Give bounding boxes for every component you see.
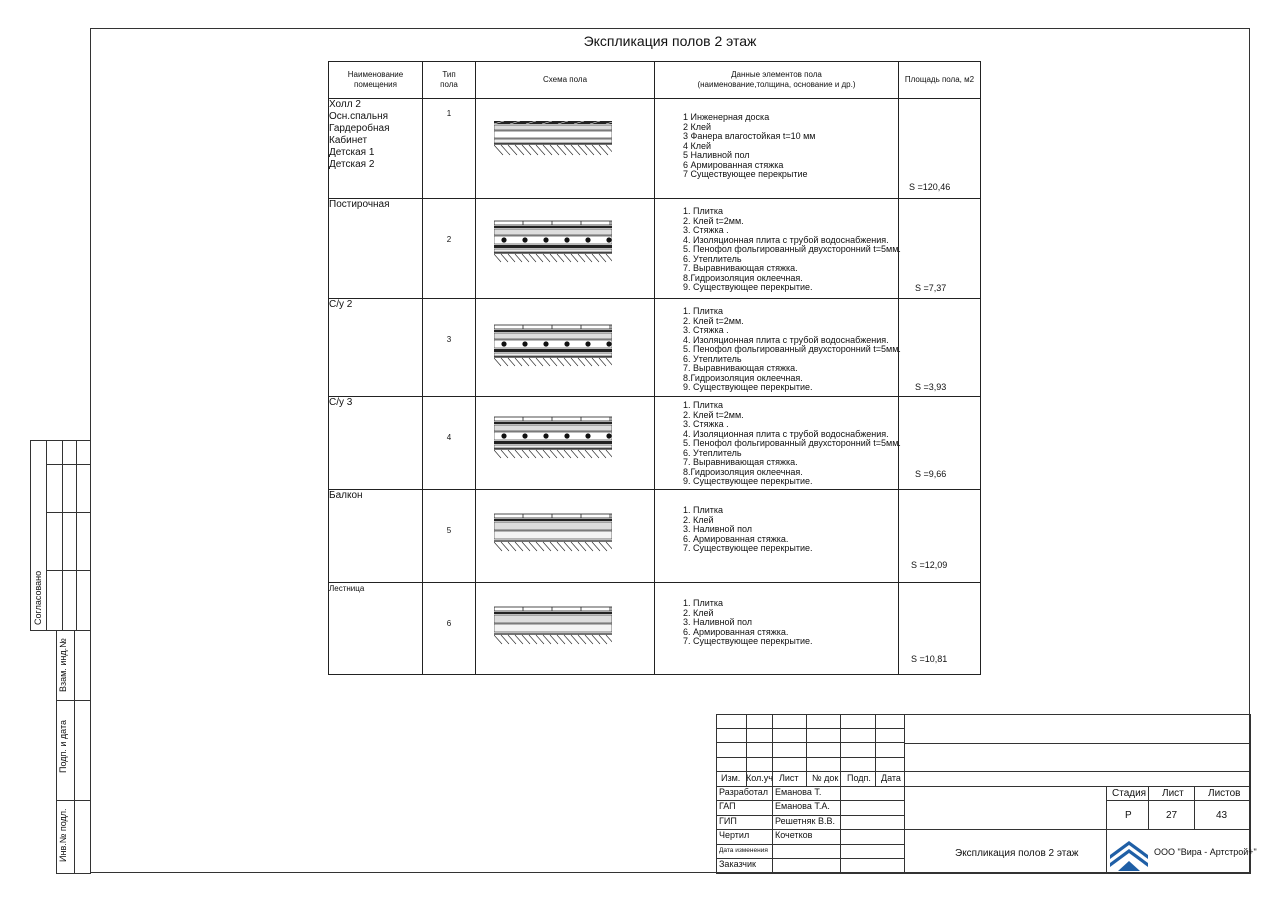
- company-logo-icon: [1108, 835, 1150, 871]
- page-title: Экспликация полов 2 этаж: [583, 33, 757, 49]
- title-block-header: № док: [812, 773, 839, 783]
- header-area: Площадь пола, м2: [899, 62, 981, 99]
- floor-element-line: 8.Гидроизоляция оклеечная.: [683, 272, 803, 283]
- header-type: Тип пола: [423, 62, 476, 99]
- floor-element-line: 6. Утеплитель: [683, 447, 742, 458]
- signatory-name: Еманова Т.А.: [775, 801, 830, 811]
- floor-scheme-drawing: [494, 323, 612, 367]
- title-block-header: Дата: [881, 773, 901, 783]
- floor-elements: [655, 583, 899, 675]
- floor-element-line: 3. Наливной пол: [683, 524, 753, 534]
- floor-element-line: 7 Существующее перекрытие: [683, 169, 808, 179]
- side-stamp-inv-replace: Взам. инд.№: [58, 638, 68, 692]
- floor-element-line: 7. Существующее перекрытие.: [683, 543, 813, 553]
- table-header-row: [329, 62, 981, 99]
- floor-scheme-drawing: [494, 512, 612, 556]
- floor-element-line: 1. Плитка: [683, 306, 724, 316]
- stage-label: Стадия: [1112, 788, 1147, 799]
- signatory-role: ГИП: [719, 816, 737, 826]
- signatory-role: Разработал: [719, 787, 768, 797]
- floor-scheme: [476, 397, 655, 490]
- floor-element-line: 4. Изоляционная плита с трубой водоснабжения.: [683, 234, 889, 245]
- table-row: [329, 299, 981, 397]
- floor-element-line: 4 Клей: [683, 140, 712, 151]
- stage-value: Р: [1125, 810, 1132, 821]
- area-value: S =7,37: [915, 283, 947, 293]
- floor-element-line: 2. Клей: [683, 607, 714, 618]
- room-name: Постирочная: [329, 199, 423, 299]
- floor-element-line: 6. Армированная стяжка.: [683, 533, 789, 544]
- floor-element-line: 3. Стяжка .: [683, 419, 729, 429]
- table-row: [329, 99, 981, 199]
- floor-element-line: 1. Плитка: [683, 505, 724, 515]
- area-value: S =120,46: [909, 182, 951, 192]
- floor-type: 3: [423, 299, 476, 397]
- floor-element-line: 7. Выравнивающая стяжка.: [683, 457, 798, 467]
- floor-element-line: 1 Инженерная доска: [683, 112, 770, 122]
- area-value: S =12,09: [911, 560, 948, 570]
- floor-element-line: 7. Выравнивающая стяжка.: [683, 363, 798, 373]
- title-block-doc-title: Экспликация полов 2 этаж: [955, 848, 1079, 859]
- floor-element-line: 2. Клей t=2мм.: [683, 215, 744, 226]
- floor-element-line: 8.Гидроизоляция оклеечная.: [683, 466, 803, 477]
- floor-explication-table: [328, 61, 981, 675]
- header-elements: [655, 62, 899, 99]
- signatory-role: Дата изменения: [719, 847, 768, 854]
- side-stamp-inv-orig: Инв.№ подл.: [58, 808, 68, 862]
- floor-element-line: 9. Существующее перекрытие.: [683, 282, 813, 292]
- table-row: [329, 583, 981, 675]
- floor-elements: [655, 199, 899, 299]
- sheets-value: 43: [1216, 810, 1228, 821]
- floor-area: [899, 299, 981, 397]
- floor-elements: [655, 99, 899, 199]
- floor-element-line: 6 Армированная стяжка: [683, 159, 784, 170]
- header-room: Наименование помещения: [329, 62, 423, 99]
- floor-elements: [655, 299, 899, 397]
- floor-element-line: 4. Изоляционная плита с трубой водоснабжения.: [683, 428, 889, 439]
- floor-element-line: 2. Клей t=2мм.: [683, 409, 744, 420]
- area-value: S =9,66: [915, 469, 947, 479]
- floor-type: 1: [423, 99, 476, 199]
- floor-element-line: 2. Клей: [683, 514, 714, 525]
- floor-scheme-drawing: [494, 117, 612, 161]
- sheet-value: 27: [1166, 810, 1178, 821]
- floor-type: 5: [423, 490, 476, 583]
- title-block-header: Подп.: [847, 773, 871, 783]
- floor-element-line: 3 Фанера влагостойкая t=10 мм: [683, 131, 816, 141]
- side-stamp-agreed: Согласовано: [33, 570, 43, 625]
- floor-element-line: 9. Существующее перекрытие.: [683, 476, 813, 486]
- floor-elements: [655, 397, 899, 490]
- title-block-header: Изм.: [721, 773, 741, 783]
- floor-type: 4: [423, 397, 476, 490]
- floor-element-line: 6. Армированная стяжка.: [683, 626, 789, 637]
- floor-scheme-drawing: [494, 219, 612, 263]
- sheet-label: Лист: [1162, 788, 1184, 799]
- title-block-header: Лист: [779, 773, 799, 783]
- floor-scheme: [476, 99, 655, 199]
- floor-element-line: 6. Утеплитель: [683, 253, 742, 264]
- floor-element-line: 7. Существующее перекрытие.: [683, 636, 813, 646]
- floor-element-line: 5. Пенофол фольгированный двухсторонний t=5мм.: [683, 344, 901, 354]
- floor-area: [899, 397, 981, 490]
- floor-element-line: 2. Клей t=2мм.: [683, 315, 744, 326]
- company-name: ООО "Вира - Артстрой+": [1154, 847, 1257, 857]
- table-body: [329, 99, 981, 675]
- floor-element-line: 3. Наливной пол: [683, 617, 753, 627]
- floor-area: [899, 199, 981, 299]
- area-value: S =3,93: [915, 382, 947, 392]
- floor-element-line: 5. Пенофол фольгированный двухсторонний t=5мм.: [683, 244, 901, 254]
- room-name: Лестница: [329, 583, 423, 675]
- floor-element-line: 3. Стяжка .: [683, 325, 729, 335]
- floor-type: 2: [423, 199, 476, 299]
- room-name: С/у 2: [329, 299, 423, 397]
- floor-area: [899, 99, 981, 199]
- signatory-name: Кочетков: [775, 830, 813, 840]
- room-name: Холл 2 Осн.спальня Гардеробная Кабинет Детская 1 Детская 2: [329, 99, 423, 199]
- room-name: С/у 3: [329, 397, 423, 490]
- signatory-name: Решетняк В.В.: [775, 816, 835, 826]
- floor-element-line: 4. Изоляционная плита с трубой водоснабжения.: [683, 334, 889, 345]
- header-elements-subtitle: (наименование,толщина, основание и др.): [697, 80, 856, 89]
- floor-type: 6: [423, 583, 476, 675]
- floor-scheme-drawing: [494, 605, 612, 649]
- floor-scheme: [476, 583, 655, 675]
- floor-element-line: 9. Существующее перекрытие.: [683, 382, 813, 392]
- signatory-role: Заказчик: [719, 859, 756, 869]
- floor-element-line: 6. Утеплитель: [683, 353, 742, 364]
- title-block-header: Кол.уч: [746, 773, 773, 783]
- floor-element-line: 2 Клей: [683, 121, 712, 132]
- table-row: [329, 397, 981, 490]
- floor-scheme: [476, 199, 655, 299]
- floor-scheme-drawing: [494, 415, 612, 459]
- floor-element-line: 5 Наливной пол: [683, 150, 750, 160]
- table-row: [329, 199, 981, 299]
- floor-area: [899, 490, 981, 583]
- floor-scheme: [476, 299, 655, 397]
- floor-element-line: 1. Плитка: [683, 400, 724, 410]
- signatory-name: Еманова Т.: [775, 787, 822, 797]
- floor-scheme: [476, 490, 655, 583]
- floor-element-line: 5. Пенофол фольгированный двухсторонний t=5мм.: [683, 438, 901, 448]
- side-stamp-sign-date: Подп. и дата: [58, 719, 68, 773]
- header-scheme: Схема пола: [476, 62, 655, 99]
- signatory-role: ГАП: [719, 801, 736, 811]
- header-elements-title: Данные элементов пола: [731, 70, 822, 79]
- table-row: [329, 490, 981, 583]
- floor-element-line: 7. Выравнивающая стяжка.: [683, 263, 798, 273]
- floor-element-line: 1. Плитка: [683, 206, 724, 216]
- sheets-label: Листов: [1208, 788, 1241, 799]
- room-name: Балкон: [329, 490, 423, 583]
- floor-element-line: 3. Стяжка .: [683, 225, 729, 235]
- floor-element-line: 1. Плитка: [683, 598, 724, 608]
- floor-elements: [655, 490, 899, 583]
- floor-element-line: 8.Гидроизоляция оклеечная.: [683, 372, 803, 383]
- floor-area: [899, 583, 981, 675]
- signatory-role: Чертил: [719, 830, 750, 840]
- area-value: S =10,81: [911, 654, 948, 664]
